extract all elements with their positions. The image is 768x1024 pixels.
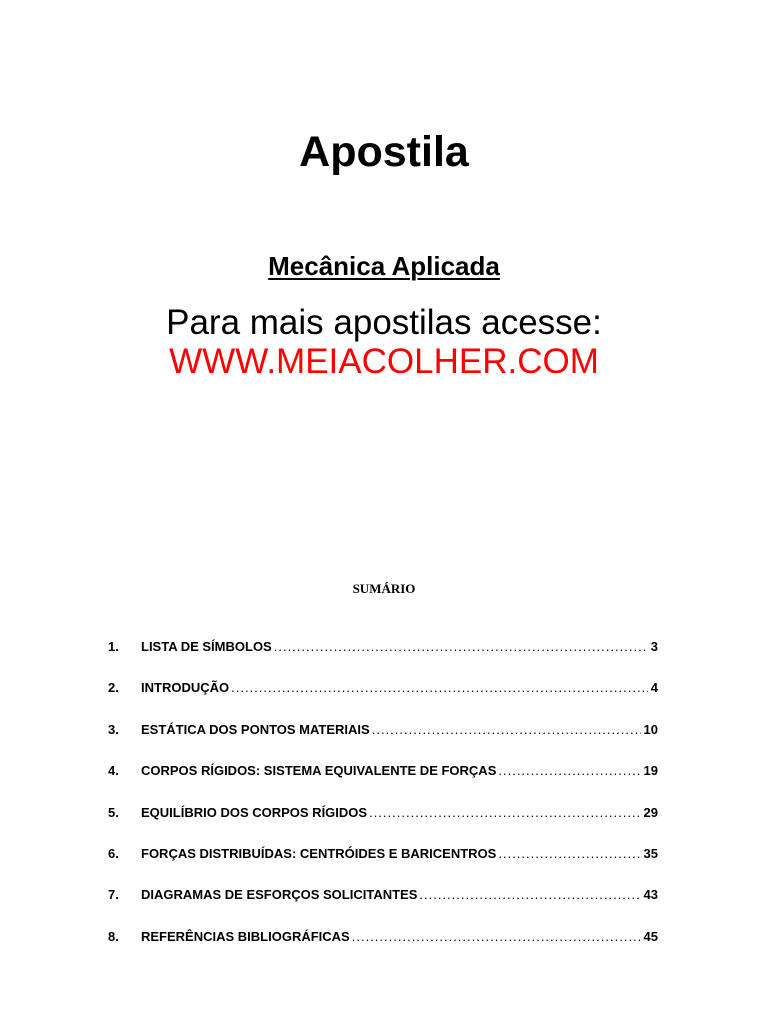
toc-entry-page: 4 [650, 680, 658, 696]
toc-entry-page: 45 [643, 928, 658, 944]
toc-entry-label: FORÇAS DISTRIBUÍDAS: CENTRÓIDES E BARICENTROS [141, 845, 497, 861]
promo-text: Para mais apostilas acesse: [166, 303, 602, 342]
toc-dot-leader [352, 927, 641, 947]
toc-entry-page: 10 [643, 721, 658, 737]
toc-entry-5[interactable] [108, 803, 658, 844]
toc-entry-8[interactable] [108, 927, 658, 968]
promo-link[interactable]: WWW.MEIACOLHER.COM [169, 342, 599, 381]
toc-entry-number: 1. [108, 639, 119, 654]
document-title: Apostila [299, 128, 469, 176]
toc-dot-leader [498, 844, 640, 864]
toc-entry-label: REFERÊNCIAS BIBLIOGRÁFICAS [141, 928, 350, 944]
toc-dot-leader [369, 803, 640, 823]
toc-dot-leader [419, 885, 640, 905]
toc-entry-label: EQUILÍBRIO DOS CORPOS RÍGIDOS [141, 804, 368, 820]
toc-entry-number: 7. [108, 887, 119, 903]
toc-entry-number: 6. [108, 845, 119, 861]
toc-entry-label: CORPOS RÍGIDOS: SISTEMA EQUIVALENTE DE FORÇAS [141, 763, 497, 779]
toc-entry-label: LISTA DE SÍMBOLOS [141, 639, 272, 654]
toc-entry-page: 35 [643, 845, 658, 861]
toc-entry-2[interactable] [108, 678, 658, 719]
toc-entry-4[interactable] [108, 761, 658, 802]
toc-entry-number: 8. [108, 928, 119, 944]
table-of-contents [108, 637, 658, 968]
toc-entry-number: 4. [108, 763, 119, 779]
toc-entry-page: 29 [643, 804, 658, 820]
document-subtitle [0, 248, 768, 284]
toc-entry-page: 3 [650, 639, 658, 654]
toc-dot-leader [231, 678, 648, 698]
toc-entry-3[interactable] [108, 720, 658, 761]
subtitle-text: Mecânica Aplicada [268, 251, 500, 281]
toc-entry-number: 2. [108, 680, 119, 696]
toc-entry-number: 3. [108, 721, 119, 737]
toc-entry-1[interactable] [108, 637, 658, 678]
toc-dot-leader [372, 720, 641, 740]
toc-entry-label: DIAGRAMAS DE ESFORÇOS SOLICITANTES [141, 887, 418, 903]
toc-dot-leader [274, 637, 648, 657]
toc-heading: SUMÁRIO [352, 581, 416, 596]
toc-entry-number: 5. [108, 804, 119, 820]
toc-dot-leader [498, 761, 640, 781]
toc-entry-label: INTRODUÇÃO [141, 680, 230, 696]
toc-entry-page: 43 [643, 887, 658, 903]
toc-entry-page: 19 [643, 763, 658, 779]
toc-entry-6[interactable] [108, 844, 658, 885]
toc-entry-7[interactable] [108, 885, 658, 926]
toc-entry-label: ESTÁTICA DOS PONTOS MATERIAIS [141, 721, 370, 737]
